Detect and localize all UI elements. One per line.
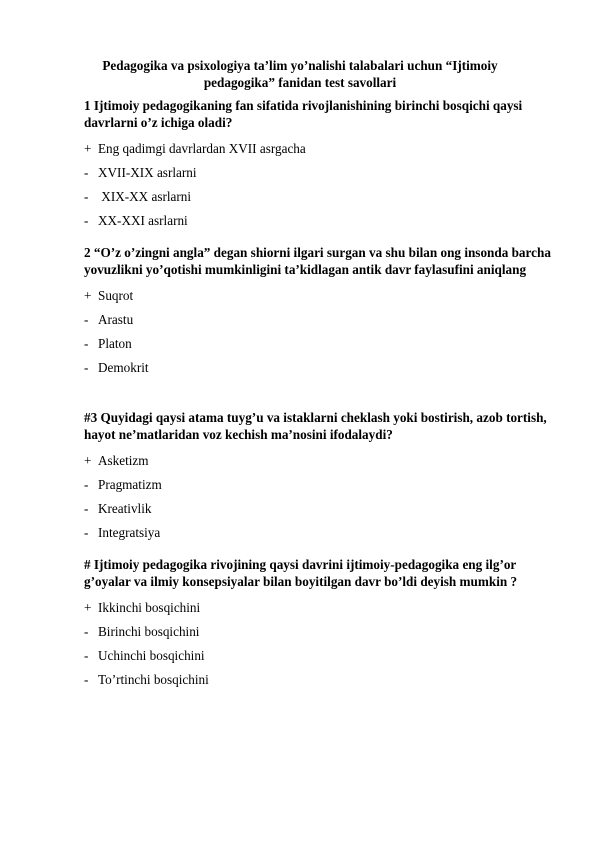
answer-option: - Pragmatizm bbox=[84, 477, 162, 492]
answer-option: - Kreativlik bbox=[84, 501, 152, 516]
question-text: 2 “O’z o’zingni angla” degan shiorni ilgari surgan va shu bilan ong insonda barcha yovuzlikni yo’qotishi mumkinligini ta’kidlagan antik davr faylasufini aniqlang bbox=[84, 245, 551, 277]
question-block-3 bbox=[84, 409, 564, 541]
question-text: # Ijtimoiy pedagogika rivojining qaysi davrini ijtimoiy-pedagogika eng ilg’or g’oyalar va ilmiy konsepsiyalar bilan boyitilgan davr bo’ldi deyish mumkin ? bbox=[84, 557, 518, 589]
question-block-2 bbox=[84, 244, 564, 376]
answer-option: - XVII-XIX asrlarni bbox=[84, 165, 197, 180]
question-text: 1 Ijtimoiy pedagogikaning fan sifatida rivojlanishining birinchi bosqichi qaysi davrlarni o’z ichiga oladi? bbox=[84, 98, 523, 130]
answer-option: - To’rtinchi bosqichini bbox=[84, 672, 209, 687]
answer-option: - XIX-XX asrlarni bbox=[84, 189, 192, 204]
answer-option: - Integratsiya bbox=[84, 525, 161, 540]
question-text: #3 Quyidagi qaysi atama tuyg’u va istaklarni cheklash yoki bostirish, azob tortish, hayot ne’matlaridan voz kechish ma’nosini ifodalaydi? bbox=[84, 410, 547, 442]
answer-option: + Asketizm bbox=[84, 453, 149, 468]
answer-option: + Eng qadimgi davrlardan XVII asrgacha bbox=[84, 141, 306, 156]
answer-option: + Ikkinchi bosqichini bbox=[84, 600, 201, 615]
answer-option: - Birinchi bosqichini bbox=[84, 624, 200, 639]
answer-option: - Platon bbox=[84, 336, 132, 351]
answer-option: - Uchinchi bosqichini bbox=[84, 648, 205, 663]
answer-option: - Demokrit bbox=[84, 360, 149, 375]
question-block-4 bbox=[84, 556, 564, 688]
answer-option: - Arastu bbox=[84, 312, 134, 327]
answer-option: - XX-XXI asrlarni bbox=[84, 213, 188, 228]
answer-option: + Suqrot bbox=[84, 288, 134, 303]
question-block-1 bbox=[84, 97, 564, 229]
document-title: Pedagogika va psixologiya ta’lim yo’nalishi talabalari uchun “Ijtimoiy pedagogika” fanidan test savollari bbox=[102, 58, 498, 90]
